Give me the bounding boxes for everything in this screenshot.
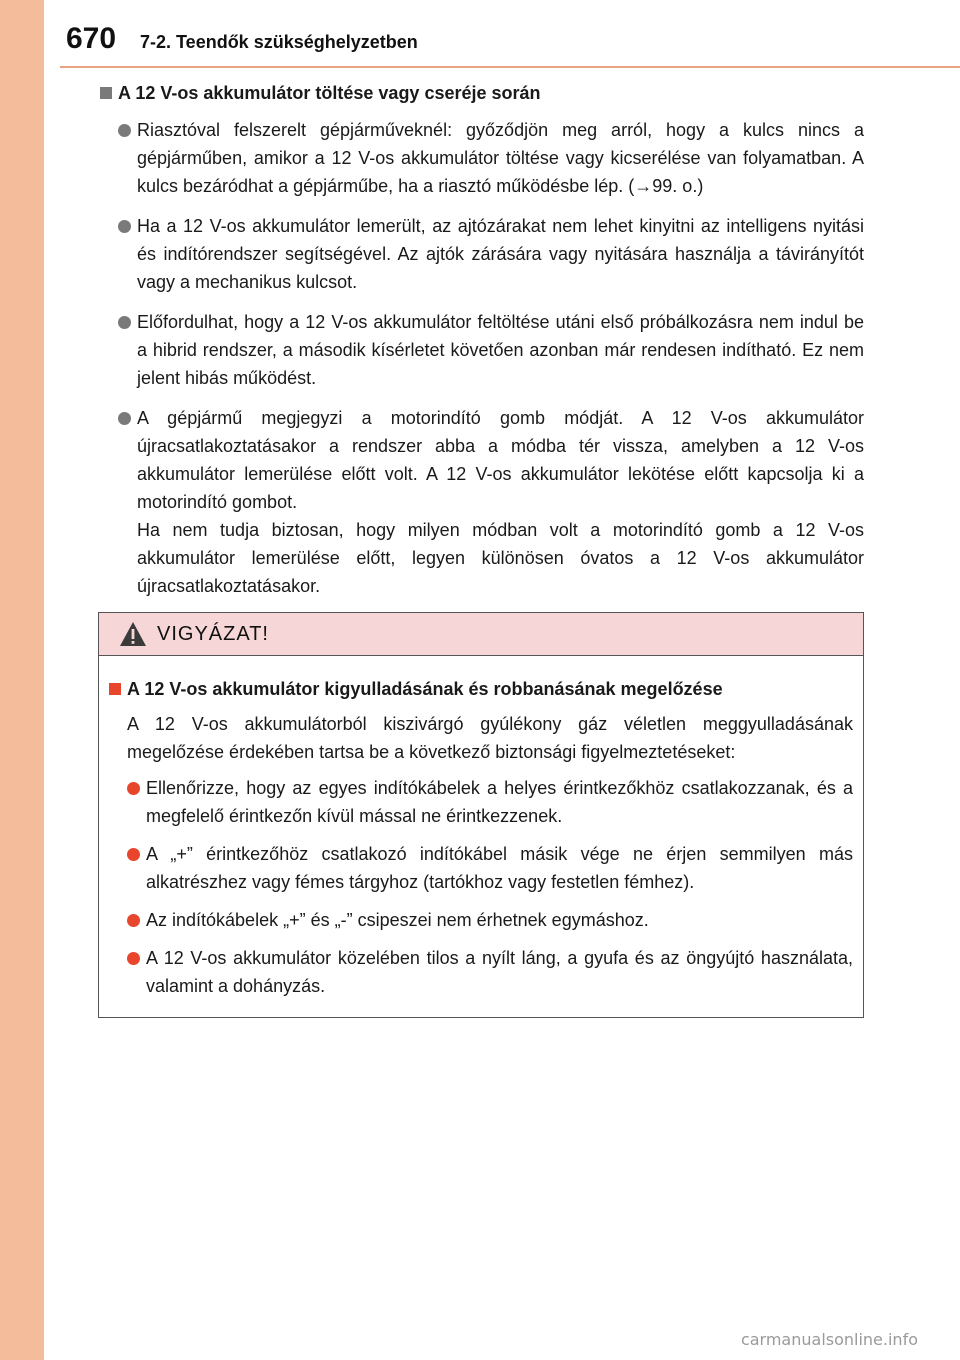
- side-color-band: [0, 0, 44, 1360]
- bullet-dot-icon: [118, 124, 131, 137]
- list-item-text: Előfordulhat, hogy a 12 V-os akkumulátor feltöltése utáni első próbálkozásra nem indul be a hibrid rendszer, a második kísérletet követően azonban már rendesen indítható. Ez nem jelent hibás működést.: [137, 312, 864, 388]
- list-item-text: A „+” érintkezőhöz csatlakozó indítókábel másik vége ne érjen semmilyen más alkatrészhez vagy fémes tárgyhoz (tartókhoz vagy festetlen fémhez).: [146, 844, 853, 892]
- bullet-dot-icon: [118, 412, 131, 425]
- list-item-text: Ellenőrizze, hogy az egyes indítókábelek a helyes érintkezőkhöz csatlakozzanak, és a megfelelő érintkezőn kívül mással ne érintkezzenek.: [146, 778, 853, 826]
- bullet-dot-icon: [127, 914, 140, 927]
- list-item: [127, 944, 853, 1000]
- list-item: [127, 906, 853, 934]
- warning-heading-text: A 12 V-os akkumulátor kigyulladásának és robbanásának megelőzése: [127, 679, 723, 699]
- warning-label: VIGYÁZAT!: [157, 622, 269, 645]
- warning-body: [99, 656, 863, 1000]
- list-item-text: Az indítókábelek „+” és „-” csipeszei nem érhetnek egymáshoz.: [146, 910, 649, 930]
- list-item-text: A gépjármű megjegyzi a motorindító gomb módját. A 12 V-os akkumulátor újracsatlakoztatásakor a rendszer abba a módba tér vissza, amelyben a 12 V-os akkumulátor lemerülése előtt volt. A 12 V-os akkumulátor lekötése előtt kapcsolja ki a motorindító gombot.: [137, 408, 864, 512]
- warning-heading: [107, 676, 853, 702]
- bullet-dot-icon: [118, 220, 131, 233]
- bullet-dot-icon: [127, 848, 140, 861]
- square-bullet-icon: [109, 683, 121, 695]
- warning-header: [99, 613, 863, 656]
- list-item-text: A 12 V-os akkumulátor közelében tilos a nyílt láng, a gyufa és az öngyújtó használata, valamint a dohányzás.: [146, 948, 853, 996]
- list-item-continuation: Ha nem tudja biztosan, hogy milyen módban volt a motorindító gomb a 12 V-os akkumulátor lemerülése előtt, legyen különösen óvatos a 12 V-os akkumulátor újracsatlakoztatásakor.: [137, 520, 864, 596]
- bullet-dot-icon: [127, 782, 140, 795]
- bullet-dot-icon: [118, 316, 131, 329]
- warning-intro: A 12 V-os akkumulátorból kiszivárgó gyúlékony gáz véletlen meggyulladásának megelőzése érdekében tartsa be a következő biztonsági figyelmeztetéseket:: [127, 714, 853, 762]
- page-number: 670: [66, 22, 117, 55]
- section-heading: [98, 80, 864, 106]
- list-item-text: Riasztóval felszerelt gépjárműveknél: győződjön meg arról, hogy a kulcs nincs a gépjárműben, amikor a 12 V-os akkumulátor töltése vagy kicserélése van folyamatban. A kulcs bezáródhat a gépjárműbe, ha a riasztó működésbe lép. (→99. o.): [137, 120, 864, 196]
- chapter-title: 7-2. Teendők szükséghelyzetben: [140, 32, 418, 52]
- list-item: [127, 840, 853, 896]
- list-item: [118, 116, 864, 200]
- list-item: [118, 308, 864, 392]
- list-item: [118, 212, 864, 296]
- bullet-dot-icon: [127, 952, 140, 965]
- list-item: [127, 774, 853, 830]
- list-item-text: Ha a 12 V-os akkumulátor lemerült, az ajtózárakat nem lehet kinyitni az intelligens nyitási és indítórendszer segítségével. Az ajtók zárására vagy nyitására használja a távirányítót vagy a mechanikus kulcsot.: [137, 216, 864, 292]
- section-heading-text: A 12 V-os akkumulátor töltése vagy cseréje során: [118, 83, 541, 103]
- square-bullet-icon: [100, 87, 112, 99]
- footer-watermark: carmanualsonline.info: [740, 1330, 918, 1349]
- warning-box: [98, 612, 864, 1018]
- warning-triangle-icon: [119, 621, 147, 647]
- main-content: [98, 80, 864, 612]
- list-item: [118, 404, 864, 600]
- header-divider: [60, 66, 960, 68]
